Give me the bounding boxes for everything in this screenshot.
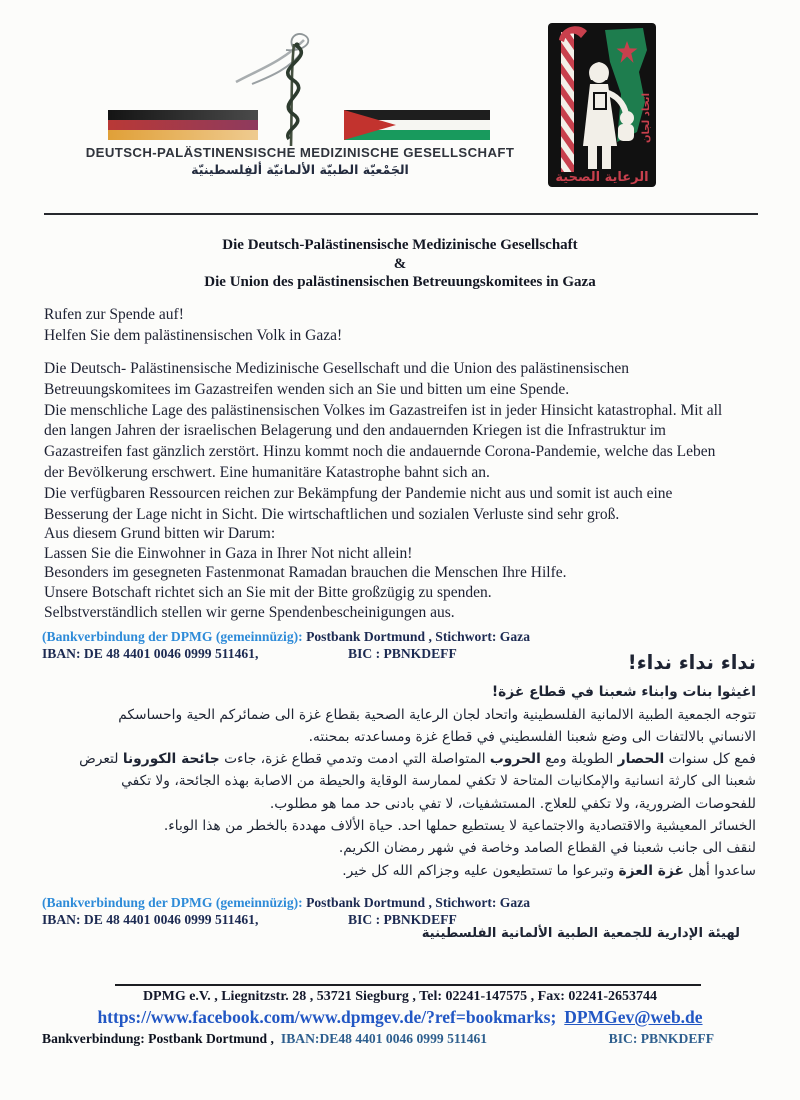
arabic-line: الخسائر المعيشية والاقتصادية والاجتماعية لا يستطيع حملها احد. حياة الألاف مهددة بالخطر من هذا الوباء. <box>163 818 756 835</box>
arabic-line: شعبنا الى كارثة انسانية والإمكانيات المتاحة لا تكفي لممارسة الوقاية والحيطة من الاصابة بهذه الجائحة، ولا تكفي <box>121 773 756 790</box>
text-line: Die Deutsch- Palästinensische Medizinische Gesellschaft und die Union des palästinensischen <box>44 360 629 377</box>
emblem-side-label: اتحاد لجان <box>641 92 652 144</box>
iban-value: IBAN: DE 48 4401 0046 0999 511461, <box>42 645 259 661</box>
footer-address: DPMG e.V. , Liegnitzstr. 28 , 53721 Siegburg , Tel: 02241-147575 , Fax: 02241-2653744 <box>142 989 658 1004</box>
text-line: Betreuungskomitees im Gazastreifen wenden sich an Sie und bitten um eine Spende. <box>44 380 570 398</box>
intro-paragraph <box>44 305 342 347</box>
org-name-german: DEUTSCH-PALÄSTINENSISCHE MEDIZINISCHE GESELLSCHAFT <box>85 145 515 160</box>
text-line: Unsere Botschaft richtet sich an Sie mit der Bitte großzügig zu spenden. <box>44 584 492 602</box>
bank-details: Postbank Dortmund , Stichwort: Gaza <box>302 629 531 644</box>
document-title <box>0 236 800 292</box>
text-line: Gazastreifen fast gänzlich zerstört. Hinzu kommt noch die andauernde Corona-Pandemie, welche das Leben <box>44 443 716 461</box>
emblem-bottom-label: الرعاية الصحية <box>555 170 649 185</box>
footer-bic-value: BIC: PBNKDEFF <box>608 1031 714 1046</box>
footer-iban-value: IBAN:DE48 4401 0046 0999 511461 <box>280 1031 488 1046</box>
title-ampersand: & <box>393 255 407 272</box>
arabic-appeal-section <box>44 652 756 882</box>
bic-value: BIC : PBNKDEFF <box>348 645 457 661</box>
header-divider <box>44 213 758 215</box>
arabic-line: للفحوصات الضرورية، ولا تكفي للعلاج. المستشفيات، لا تفي بادنى حد مما هو مطلوب. <box>269 795 756 812</box>
title-line-2: Die Union des palästinensischen Betreuungskomitees in Gaza <box>204 274 596 290</box>
bank-label: (Bankverbindung der DPMG (gemeinnüzig): <box>42 895 303 910</box>
health-care-committees-emblem <box>547 22 657 188</box>
body-paragraphs <box>44 359 722 525</box>
text-line: Die verfügbaren Ressourcen reichen zur Bekämpfung der Pandemie nicht aus und somit ist auch eine <box>44 484 673 502</box>
org-name-arabic: الجَمْعيّة الطبيّة الألمانيّة ألفِلسطينيّة <box>191 162 409 177</box>
bank-details-block-2 <box>42 895 530 929</box>
footer-links <box>0 1007 800 1028</box>
text-line: der Bevölkerung erschwert. Eine humanitäre Katastrophe bahnt sich an. <box>44 463 490 481</box>
arabic-signature: لهيئة الإدارية للجمعية الطبية الألمانية الفلسطينية <box>421 926 740 941</box>
bank-label: (Bankverbindung der DPMG (gemeinnüzig): <box>42 629 303 644</box>
iban-value: IBAN: DE 48 4401 0046 0999 511461, <box>42 911 259 927</box>
footer-bank-line <box>42 1031 758 1047</box>
bic-value: BIC : PBNKDEFF <box>348 911 457 927</box>
appeal-paragraph <box>44 524 567 623</box>
text-line: Aus diesem Grund bitten wir Darum: <box>44 525 276 542</box>
footer-divider <box>115 984 701 986</box>
footer-bank-label: Bankverbindung: Postbank Dortmund , <box>42 1031 274 1046</box>
arabic-line: ساعدوا أهل غزة العزة وتبرعوا ما تستطيعون عليه وجزاكم الله كل خير. <box>342 862 756 879</box>
text-line: den langen Jahren der israelischen Belagerung und den andauernden Kriegen ist die Infrastruktur im <box>44 422 666 440</box>
arabic-line: تتوجه الجمعية الطبية الالمانية الفلسطينية واتحاد لجان الرعاية الصحية بقطاع غزة الى ضمائركم الحية واحساسكم <box>118 706 756 723</box>
text-line: Rufen zur Spende auf! <box>44 306 184 323</box>
email-link[interactable]: DPMGev@web.de <box>564 1007 703 1027</box>
palestinian-flag-icon <box>344 110 490 140</box>
text-line: Besonders im gesegneten Fastenmonat Ramadan brauchen die Menschen Ihre Hilfe. <box>44 564 567 582</box>
arabic-line: اغيثوا بنات وابناء شعبنا في قطاع غزة! <box>491 684 756 701</box>
text-line: Besserung der Lage nicht in Sicht. Die wirtschaftlichen und sozialen Verluste sind sehr groß. <box>44 505 620 523</box>
striped-pole <box>561 32 574 172</box>
facebook-link[interactable]: https://www.facebook.com/www.dpmgev.de/?ref=bookmarks; <box>97 1007 557 1027</box>
bank-line-1 <box>42 629 530 646</box>
bank-line-1 <box>42 895 530 912</box>
text-line: Lassen Sie die Einwohner in Gaza in Ihrer Not nicht allein! <box>44 544 413 562</box>
arabic-line: فمع كل سنوات الحصار الطويلة ومع الحروب المتواصلة التي ادمت وتدمي قطاع غزة، جاءت جائحة الكورونا لتعرض <box>79 751 756 768</box>
title-line-1: Die Deutsch-Palästinensische Medizinische Gesellschaft <box>222 237 578 253</box>
arabic-line: لنقف الى جانب شعبنا في القطاع الصامد وخاصة في شهر رمضان الكريم. <box>338 840 756 857</box>
child-figure <box>620 111 634 125</box>
text-line: Selbstverständlich stellen wir gerne Spendenbescheinigungen aus. <box>44 603 455 621</box>
german-flag-icon <box>108 110 258 140</box>
arabic-heading: نداء نداء نداء! <box>627 651 756 674</box>
text-line: Die menschliche Lage des palästinensischen Volkes im Gazastreifen ist in jeder Hinsicht katastrophal. Mit all <box>44 401 723 419</box>
text-line: Helfen Sie dem palästinensischen Volk in Gaza! <box>44 326 343 344</box>
bank-details: Postbank Dortmund , Stichwort: Gaza <box>302 895 531 910</box>
arabic-line: الانساني بالالتفات الى وضع شعبنا الفلسطيني في قطاع غزة ومساعدته بمحنته. <box>308 728 756 745</box>
